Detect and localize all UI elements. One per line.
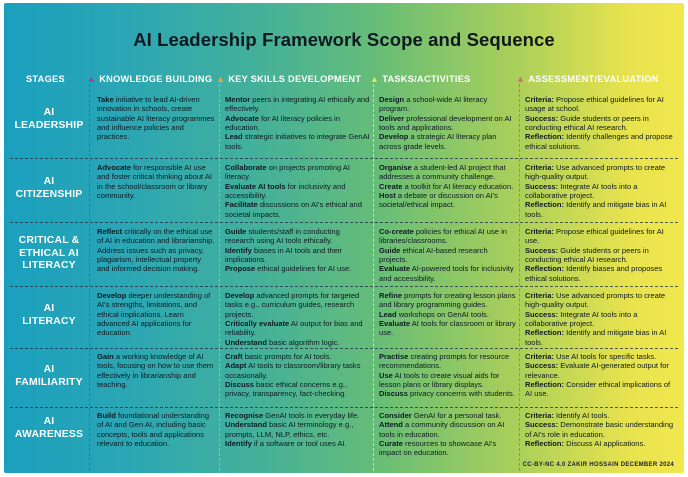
cell-item [225, 246, 370, 265]
cell-item [225, 114, 370, 133]
column-divider-knowledge [89, 79, 90, 471]
cell-item-text: Integrate AI tools into a collaborative project. [525, 181, 638, 201]
cell-item [525, 163, 677, 182]
cell-item [525, 264, 677, 283]
row-divider [10, 222, 678, 223]
cell-item [525, 328, 677, 347]
cell-item-keyword: Guide [225, 227, 247, 236]
cell-item-text: for inclusivity and accessibility. [225, 181, 346, 201]
cell-assessment [525, 163, 677, 219]
cell-item-text: a debate or discussion on AI's societal/ethical impact. [379, 191, 498, 210]
cell-tasks [379, 291, 516, 338]
cell-item-keyword: Success: [525, 113, 559, 123]
cell-item-text: a strategic AI literacy plan across grade levels. [379, 132, 497, 151]
cell-item-text: a student-led AI project that addresses a community challenge. [379, 163, 506, 182]
cell-item-keyword: Criteria: [525, 163, 554, 172]
cell-item-keyword: Critically evaluate [225, 319, 290, 329]
cell-item [525, 95, 677, 114]
cell-item-keyword: Craft [225, 352, 243, 361]
cell-item-keyword: Discuss [225, 380, 254, 390]
cell-item-keyword: Organise [379, 163, 412, 172]
cell-item-keyword: Take [97, 95, 114, 104]
cell-tasks [379, 163, 516, 210]
cell-item-text: discussions on AI's ethical and societal impacts. [225, 200, 362, 219]
cell-item [379, 182, 516, 191]
cell-item [225, 380, 370, 399]
cell-item [97, 352, 215, 389]
stage-ai-citizenship [8, 176, 90, 201]
cell-item-text: if a software or tool uses AI. [251, 439, 347, 449]
cell-item-text: a community discussion on AI tools in education. [379, 420, 505, 439]
cell-item [525, 380, 677, 399]
cell-item-text: privacy concerns with students. [407, 389, 515, 399]
header-stages [26, 74, 65, 84]
cell-item-keyword: Develop [225, 291, 255, 300]
cell-item [379, 439, 516, 458]
stage-label: FAMILIARITY [15, 376, 83, 388]
cell-item-text: Identify challenges and propose ethical solutions. [525, 132, 673, 151]
cell-item-keyword: Criteria: [525, 352, 554, 361]
header-skills-label: KEY SKILLS DEVELOPMENT [228, 74, 362, 84]
stage-label: CITIZENSHIP [15, 188, 83, 200]
cell-item-text: AI tools for classroom or library use. [379, 319, 516, 338]
cell-item [525, 361, 677, 380]
cell-item [225, 264, 370, 273]
cell-knowledge [97, 411, 215, 448]
cell-item-keyword: Reflection: [525, 132, 564, 142]
cell-item-text: Discuss AI applications. [564, 439, 646, 449]
cell-item-keyword: Co-create [379, 227, 414, 236]
cell-item-text: Guide students or peers in conducting ethical AI research. [525, 113, 649, 133]
cell-item-text: creating prompts for resource recommendations. [379, 352, 510, 371]
cell-item-text: workshops on GenAI tools. [396, 309, 489, 319]
cell-item [525, 132, 677, 151]
cell-item-keyword: Identify [225, 439, 252, 449]
cell-item-text: policies for ethical AI use in libraries/classrooms. [379, 227, 507, 246]
cell-item-keyword: Recognise [225, 411, 264, 420]
cell-item-keyword: Criteria: [525, 411, 554, 420]
cell-item [225, 439, 370, 448]
cell-item-keyword: Lead [225, 132, 243, 142]
cell-item [225, 227, 370, 246]
cell-item-text: a toolkit for AI literacy education. [402, 181, 514, 191]
cell-skills [225, 95, 370, 151]
cell-item-keyword: Design [379, 95, 405, 104]
cell-item-keyword: Curate [379, 439, 403, 449]
cell-item-keyword: Reflection: [525, 200, 564, 210]
header-stages-label: STAGES [26, 74, 65, 84]
cell-skills [225, 163, 370, 219]
cell-item [97, 95, 215, 142]
cell-item-text: Demonstrate basic understanding of AI's role in education. [525, 420, 674, 439]
cell-item-text: students/staff in conducting research using AI tools ethically. [225, 227, 340, 246]
stage-label: AI [43, 107, 55, 118]
cell-item-keyword: Success: [525, 361, 559, 371]
cell-tasks [379, 227, 516, 283]
cell-item-keyword: Advocate [225, 113, 259, 123]
stage-label: AI [43, 176, 55, 187]
cell-item [379, 411, 516, 420]
row-divider [10, 407, 678, 408]
cell-item [379, 163, 516, 182]
column-divider-tasks [373, 79, 374, 471]
cell-item [525, 310, 677, 329]
arrow-up-icon: ▲ [516, 74, 526, 84]
row-divider [10, 286, 678, 287]
cell-item [97, 163, 215, 200]
header-assessment-label: ASSESSMENT/EVALUATION [528, 74, 659, 84]
stage-label: CRITICAL & [18, 235, 80, 246]
row-divider [10, 158, 678, 159]
cell-item-keyword: Advocate [97, 163, 131, 172]
cell-item [379, 420, 516, 439]
cell-item-text: ethical AI-based research projects. [379, 245, 488, 265]
cell-item [379, 132, 516, 151]
cell-knowledge [97, 352, 215, 389]
arrow-up-icon: ▲ [216, 74, 226, 84]
cell-item [225, 291, 370, 319]
cell-tasks [379, 411, 516, 458]
cell-item-keyword: Criteria: [525, 227, 554, 236]
cell-item [97, 227, 215, 274]
cell-item-keyword: Collaborate [225, 163, 267, 172]
cell-item-keyword: Deliver [379, 113, 405, 123]
cell-item-text: Use advanced prompts to create high-quality output. [525, 291, 666, 310]
column-divider-skills [219, 79, 220, 471]
cell-item [525, 439, 677, 448]
cell-item [225, 163, 370, 182]
stage-ai-literacy [8, 303, 90, 328]
cell-knowledge [97, 163, 215, 200]
cell-item-text: Identify and mitigate bias in AI tools. [525, 200, 667, 219]
cell-item-keyword: Refine [379, 291, 403, 300]
cell-item [379, 264, 516, 283]
cell-item [225, 352, 370, 361]
cell-item-text: Identify biases and proposes ethical solutions. [525, 264, 663, 283]
cell-item [379, 114, 516, 133]
cell-item-keyword: Lead [379, 309, 397, 319]
cell-item-text: a school-wide AI literacy program. [379, 95, 488, 114]
stage-ai-familiarity [8, 364, 90, 389]
cell-tasks [379, 95, 516, 151]
cell-item-keyword: Consider [379, 411, 412, 420]
cell-item [379, 371, 516, 390]
cell-item-text: advanced prompts for targeted tasks e.g., curriculum guides, research projects. [225, 291, 360, 319]
stage-label: ETHICAL AI [19, 247, 79, 259]
cell-item-text: professional development on AI tools and applications. [379, 113, 512, 133]
cell-item-text: Identify and mitigate bias in AI tools. [525, 328, 667, 347]
cell-item-text: a working knowledge of AI tools, focusing on how to use them effectively in librarianship and teaching. [97, 352, 214, 390]
stage-label: AI [43, 303, 55, 314]
cell-skills [225, 352, 370, 399]
cell-item-text: biases in AI tools and their implications. [225, 245, 343, 265]
cell-item [379, 95, 516, 114]
cell-item-text: AI tools to create visual aids for lesson plans or library displays. [379, 370, 500, 390]
cell-item-text: AI-powered tools for inclusivity and accessibility. [379, 264, 514, 283]
cell-item-text: for AI literacy policies in education. [225, 113, 340, 133]
cell-item-text: initiative to lead AI-driven innovation in schools, create sustainable AI literacy programmes and influence policies and practices. [97, 95, 215, 142]
cell-skills [225, 411, 370, 448]
stage-ai-awareness [8, 416, 90, 441]
cell-item-keyword: Success: [525, 181, 559, 191]
cell-item-keyword: Evaluate [379, 319, 411, 329]
page-title: AI Leadership Framework Scope and Sequence [133, 29, 555, 50]
cell-item-keyword: Discuss [379, 389, 408, 399]
cell-item [225, 132, 370, 151]
cell-item-keyword: Facilitate [225, 200, 258, 210]
cell-item-keyword: Use [379, 370, 393, 380]
cell-item-keyword: Develop [379, 132, 409, 142]
cell-item-text: strategic initiatives to integrate GenAI tools. [225, 132, 370, 151]
stage-label: LITERACY [22, 260, 76, 271]
cell-item-text: basic AI terminology e.g., prompts, LLM, NLP, ethics, etc. [225, 420, 354, 439]
cell-item [379, 319, 516, 338]
cell-item-text: Propose ethical guidelines for AI usage at school. [525, 95, 664, 114]
cell-item [525, 246, 677, 265]
cell-item [525, 182, 677, 201]
cell-item-keyword: Adapt [225, 361, 247, 371]
cell-item [525, 291, 677, 310]
cell-item-keyword: Reflection: [525, 328, 564, 338]
cell-item-keyword: Propose [225, 264, 256, 274]
cell-item-text: Use AI tools for specific tasks. [553, 352, 657, 361]
cell-skills [225, 227, 370, 274]
cell-item [525, 114, 677, 133]
cell-item-text: AI tools to classroom/library tasks occasionally. [225, 361, 361, 380]
stage-ai-leadership [8, 107, 90, 132]
cell-item-text: critically on the ethical use of AI in education and librarianship. Address issues such as privacy, plagiarism, intellectual property and informed decision making. [97, 227, 215, 274]
header-tasks-label: TASKS/ACTIVITIES [382, 74, 471, 84]
cell-item-text: Consider ethical implications of AI use. [525, 380, 671, 399]
cell-item-keyword: Understand [225, 337, 267, 347]
cell-assessment [525, 95, 677, 151]
cell-item-keyword: Develop [97, 291, 127, 300]
stage-critical-ethical-ai-literacy [8, 235, 90, 273]
cell-assessment [525, 352, 677, 399]
cell-item-keyword: Attend [379, 420, 403, 430]
framework-poster [4, 3, 684, 473]
cell-item-text: Integrate AI tools into a collaborative project. [525, 309, 638, 329]
cell-item-text: for responsible AI use and foster critical thinking about AI in the school/classroom or library community. [97, 163, 212, 201]
cell-item [525, 227, 677, 246]
cell-item-text: GenAI tools in everyday life. [263, 411, 360, 420]
cell-item-text: ethical guidelines for AI use. [255, 264, 352, 274]
cell-item-keyword: Practise [379, 352, 409, 361]
row-divider [10, 348, 678, 349]
cell-item-keyword: Evaluate AI tools [225, 181, 286, 191]
cell-tasks [379, 352, 516, 399]
arrow-up-icon: ▲ [370, 74, 380, 84]
cell-item-text: resources to showcase AI's impact on education. [379, 439, 497, 458]
stage-label: AI [43, 364, 55, 375]
cell-item-text: basic prompts for AI tools. [242, 352, 332, 361]
cell-item [525, 411, 677, 420]
cell-knowledge [97, 291, 215, 338]
cell-item [525, 352, 677, 361]
cell-item-text: Use advanced prompts to create high-quality output. [525, 163, 666, 182]
cell-item-keyword: Host [379, 191, 396, 201]
header-knowledge-label: KNOWLEDGE BUILDING [99, 74, 213, 84]
cell-item [379, 291, 516, 310]
credit-line: CC-BY-NC 4.0 ZAKIR HOSSAIN DECEMBER 2024 [522, 462, 674, 468]
cell-item-keyword: Success: [525, 309, 559, 319]
cell-item-keyword: Gain [97, 352, 114, 361]
cell-item [225, 338, 370, 347]
cell-knowledge [97, 95, 215, 142]
cell-item [525, 200, 677, 219]
cell-item [225, 200, 370, 219]
cell-item [525, 420, 677, 439]
cell-item-keyword: Reflection: [525, 264, 564, 274]
cell-skills [225, 291, 370, 347]
cell-item [225, 319, 370, 338]
cell-item [379, 227, 516, 246]
cell-item [225, 95, 370, 114]
cell-item-text: deeper understanding of AI's strengths, limitations, and ethical implications. Learn advanced AI applications for education. [97, 291, 211, 338]
cell-item-text: on projects promoting AI literacy. [225, 163, 350, 182]
cell-item-keyword: Success: [525, 420, 559, 430]
cell-item-keyword: Criteria: [525, 95, 554, 104]
cell-item-keyword: Understand [225, 420, 267, 430]
cell-item-text: GenAI for a personal task. [411, 411, 502, 420]
stage-label: LEADERSHIP [14, 119, 84, 131]
cell-item-text: basic ethical concerns e.g., privacy, transparency, fact-checking. [225, 380, 348, 399]
stage-label: AWARENESS [14, 428, 84, 440]
cell-item-keyword: Guide [379, 245, 401, 255]
cell-item [97, 291, 215, 338]
stage-label: LITERACY [22, 315, 76, 327]
cell-item-text: Evaluate AI-generated output for relevance. [525, 361, 669, 380]
cell-knowledge [97, 227, 215, 274]
cell-item-keyword: Identify [225, 245, 252, 255]
cell-item-text: foundational understanding of AI and Gen AI, including basic concepts, tools and applications relevant to education. [97, 411, 210, 449]
cell-item [379, 191, 516, 210]
cell-assessment [525, 227, 677, 283]
cell-item [379, 246, 516, 265]
cell-assessment [525, 291, 677, 347]
arrow-up-icon: ▲ [87, 74, 97, 84]
cell-item-keyword: Evaluate [379, 264, 411, 274]
cell-item-keyword: Create [379, 181, 403, 191]
cell-item-keyword: Criteria: [525, 291, 554, 300]
cell-item-keyword: Reflection: [525, 439, 564, 449]
cell-item-keyword: Reflection: [525, 380, 564, 390]
header-knowledge-building [87, 74, 212, 84]
cell-item-text: Guide students or peers in conducting ethical AI research. [525, 245, 649, 265]
header-tasks [370, 74, 471, 84]
cell-item [97, 411, 215, 448]
cell-item-keyword: Reflect [97, 227, 123, 236]
cell-item-text: AI output for bias and reliability. [225, 319, 363, 338]
cell-assessment [525, 411, 677, 448]
cell-item-text: Propose ethical guidelines for AI use. [525, 227, 664, 246]
cell-item-keyword: Mentor [225, 95, 251, 104]
cell-item-text: peers in integrating AI ethically and effectively. [225, 95, 370, 114]
cell-item [225, 420, 370, 439]
cell-item-text: Identify AI tools. [553, 411, 610, 420]
cell-item-text: prompts for creating lesson plans and library programming guides. [379, 291, 516, 310]
cell-item [379, 389, 516, 398]
header-assessment [516, 74, 659, 84]
stage-label: AI [43, 416, 55, 427]
column-divider-assessment [519, 79, 520, 471]
header-key-skills [216, 74, 361, 84]
cell-item-keyword: Build [97, 411, 116, 420]
cell-item [379, 310, 516, 319]
cell-item [225, 411, 370, 420]
cell-item [225, 182, 370, 201]
cell-item [225, 361, 370, 380]
cell-item-text: basic algorithm logic. [266, 337, 340, 347]
cell-item-keyword: Success: [525, 245, 559, 255]
cell-item [379, 352, 516, 371]
